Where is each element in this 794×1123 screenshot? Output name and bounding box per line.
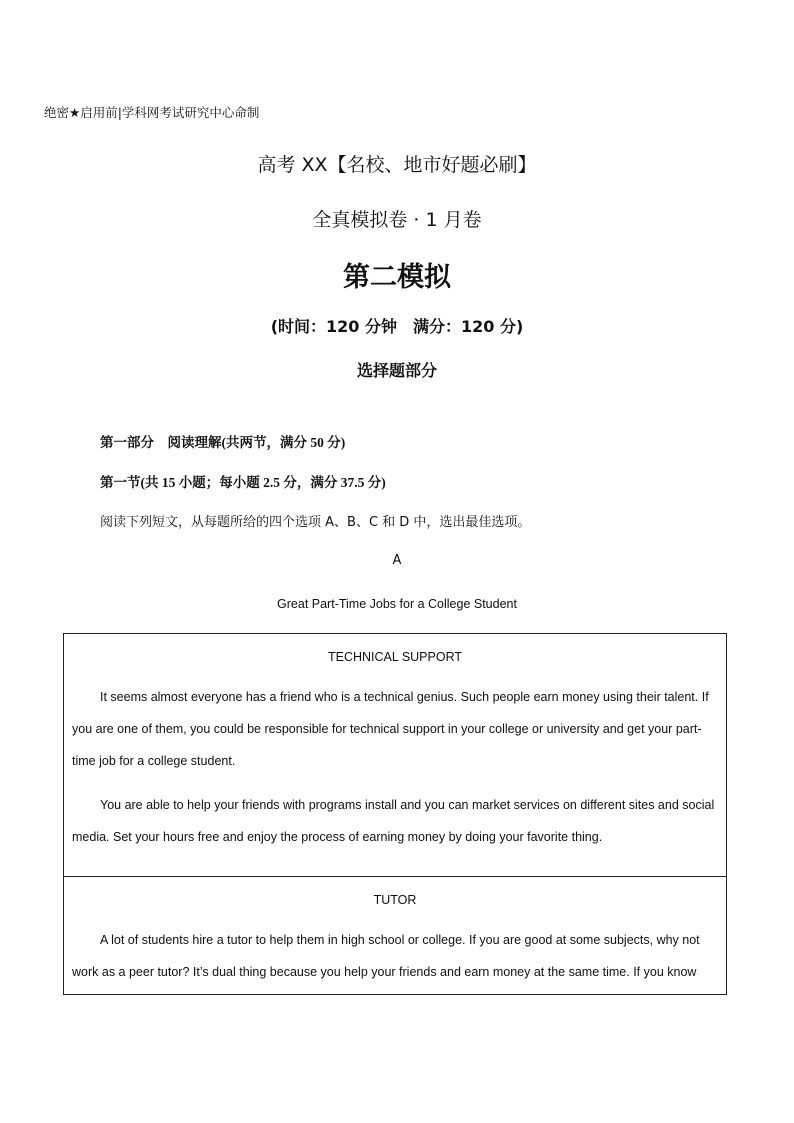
passage-label: A	[392, 553, 402, 568]
reading-instructions: 阅读下列短文，从每题所给的四个选项 A、B、C 和 D 中，选出最佳选项。	[100, 515, 531, 530]
part-heading: 第一部分 阅读理解(共两节，满分 50 分)	[100, 435, 346, 450]
job-paragraph: You are able to help your friends with programs install and you can market services on different sites and social media. Set your hours free and enjoy the process of earning money by doing your favorite thing.	[72, 798, 715, 844]
job-section-technical-support	[64, 634, 726, 877]
section-title: 选择题部分	[356, 361, 437, 380]
job-paragraph: A lot of students hire a tutor to help them in high school or college. If you are good at some subjects, why not work as a peer tutor? It’s dual thing because you help your friends and earn money at the same time. If you know	[72, 933, 700, 979]
jobs-table	[63, 633, 727, 995]
exam-title: 高考 XX【名校、地市好题必刷】	[257, 154, 537, 176]
job-heading: TUTOR	[373, 893, 417, 907]
classification-label: 绝密★启用前|学科网考试研究中心命制	[44, 105, 260, 120]
job-heading: TECHNICAL SUPPORT	[327, 650, 463, 664]
job-section-tutor	[64, 877, 726, 995]
subsection-heading: 第一节(共 15 小题；每小题 2.5 分，满分 37.5 分)	[100, 475, 386, 490]
job-paragraph: It seems almost everyone has a friend who is a technical genius. Such people earn money using their talent. If you are one of them, you could be responsible for technical support in your college or university and get your part-time job for a college student.	[72, 690, 709, 768]
mock-title: 第二模拟	[343, 262, 451, 293]
exam-subtitle: 全真模拟卷 · 1 月卷	[312, 209, 482, 231]
exam-time-score-info: (时间：120 分钟 满分：120 分)	[270, 317, 524, 336]
passage-title: Great Part-Time Jobs for a College Student	[277, 597, 517, 611]
